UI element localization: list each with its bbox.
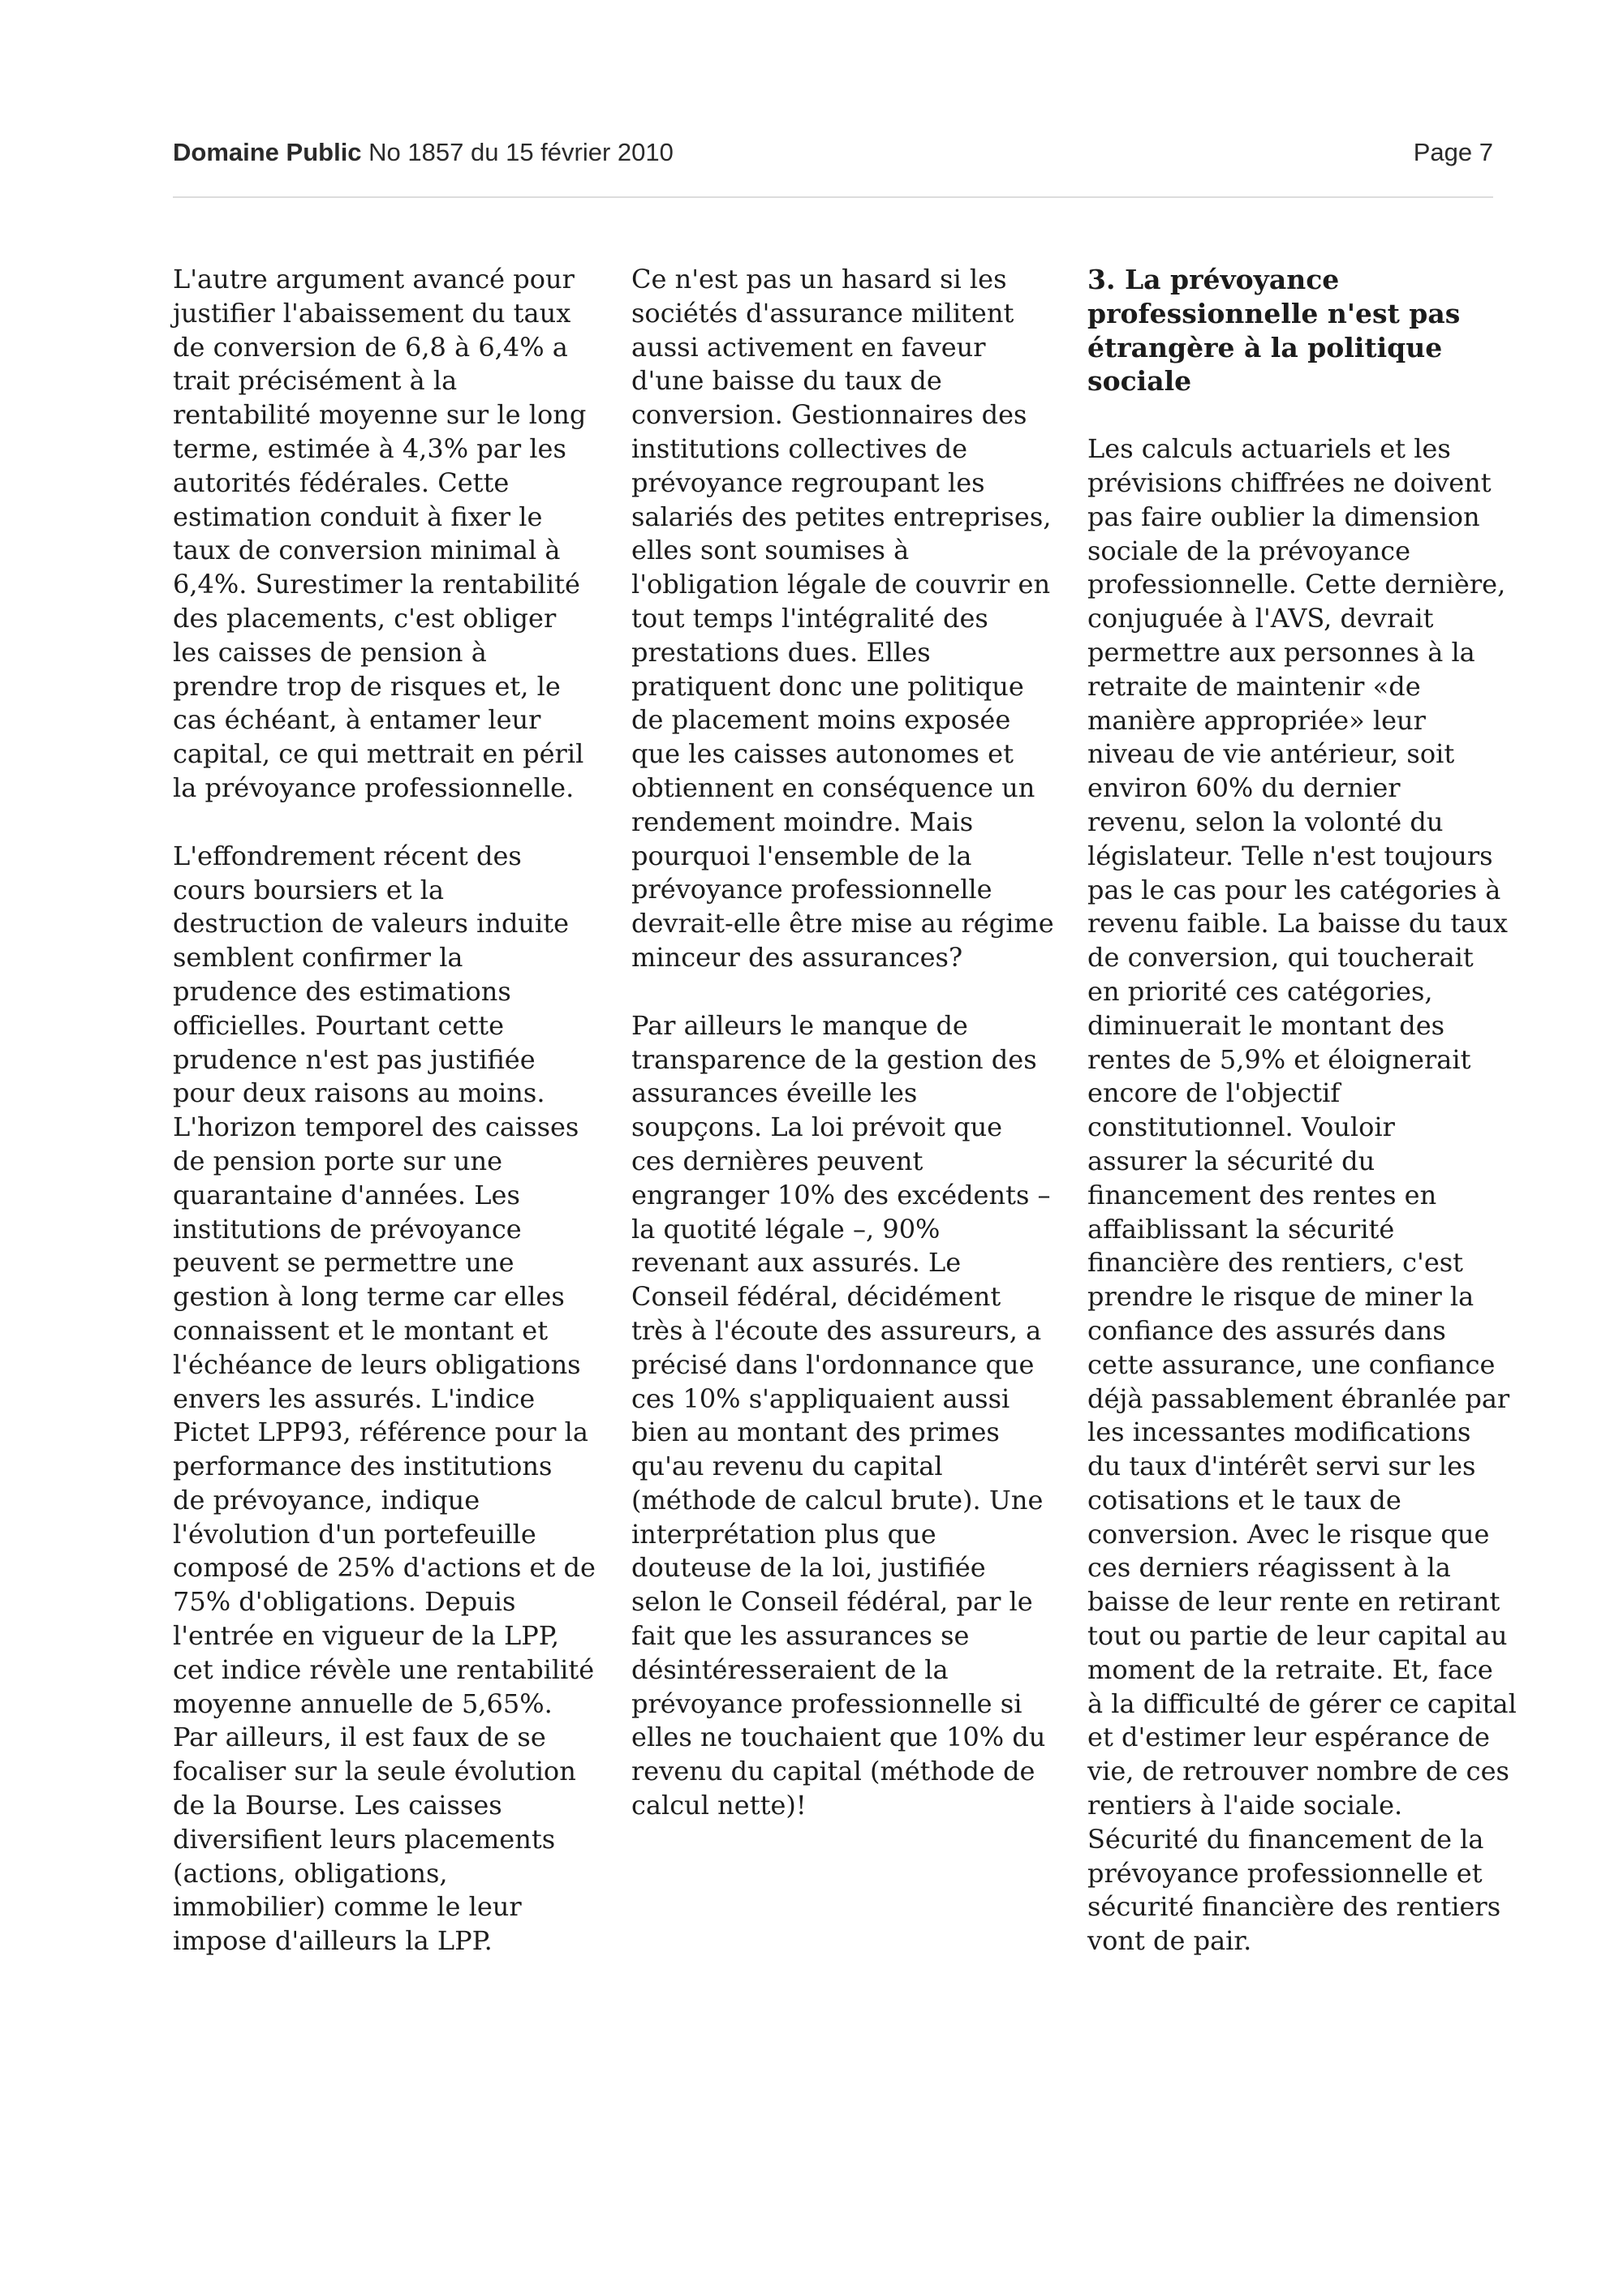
text-line: l'évolution d'un portefeuille bbox=[173, 1518, 536, 1550]
text-line: sociétés d'assurance militent bbox=[631, 297, 1014, 329]
text-line: Par ailleurs, il est faux de se bbox=[173, 1722, 546, 1753]
text-line: trait précisément à la bbox=[173, 365, 458, 397]
text-line: composé de 25% d'actions et de bbox=[173, 1552, 596, 1584]
text-line: autorités fédérales. Cette bbox=[173, 467, 510, 498]
text-line: vie, de retrouver nombre de ces bbox=[1087, 1756, 1509, 1787]
text-line: cet indice révèle une rentabilité bbox=[173, 1653, 595, 1685]
text-line: conversion. Avec le risque que bbox=[1087, 1518, 1490, 1550]
text-line: assurer la sécurité du bbox=[1087, 1145, 1375, 1176]
text-line: prévoyance regroupant les bbox=[631, 467, 985, 498]
text-line: pourquoi l'ensemble de la bbox=[631, 840, 972, 871]
text-line: de la Bourse. Les caisses bbox=[173, 1790, 502, 1821]
text-line: ces 10% s'appliquaient aussi bbox=[631, 1382, 1010, 1414]
paragraph bbox=[631, 263, 1053, 975]
text-line: niveau de vie antérieur, soit bbox=[1087, 738, 1455, 770]
text-line: Les calculs actuariels et les bbox=[1087, 433, 1451, 465]
text-line: minceur des assurances? bbox=[631, 941, 963, 973]
text-line: conversion. Gestionnaires des bbox=[631, 399, 1027, 431]
text-line: prévoyance professionnelle bbox=[631, 874, 992, 905]
text-line: qu'au revenu du capital bbox=[631, 1451, 943, 1482]
header-divider bbox=[173, 196, 1493, 198]
text-line: soupçons. La loi prévoit que bbox=[631, 1111, 1003, 1143]
text-line: bien au montant des primes bbox=[631, 1417, 1000, 1448]
issue-info: No 1857 du 15 février 2010 bbox=[368, 138, 674, 166]
text-line: institutions collectives de bbox=[631, 432, 968, 464]
text-line: revenu du capital (méthode de bbox=[631, 1756, 1035, 1787]
text-line: elles ne touchaient que 10% du bbox=[631, 1722, 1046, 1753]
page-header bbox=[173, 135, 1493, 170]
text-line: retraite de maintenir «de bbox=[1087, 670, 1421, 702]
heading-line: étrangère à la politique bbox=[1087, 331, 1443, 363]
text-line: précisé dans l'ordonnance que bbox=[631, 1348, 1035, 1380]
text-line: fait que les assurances se bbox=[631, 1620, 970, 1652]
text-line: Sécurité du financement de la bbox=[1087, 1823, 1484, 1855]
text-line: à la difficulté de gérer ce capital bbox=[1087, 1688, 1517, 1719]
text-line: manière appropriée» leur bbox=[1087, 704, 1426, 736]
text-line: financement des rentes en bbox=[1087, 1179, 1437, 1210]
text-line: professionnelle. Cette dernière, bbox=[1087, 569, 1506, 600]
text-line: rentes de 5,9% et éloignerait bbox=[1087, 1043, 1471, 1075]
text-line: destruction de valeurs induite bbox=[173, 908, 570, 939]
text-line: 6,4%. Surestimer la rentabilité bbox=[173, 569, 580, 600]
text-line: transparence de la gestion des bbox=[631, 1043, 1037, 1075]
text-line: quarantaine d'années. Les bbox=[173, 1179, 520, 1210]
text-line: de prévoyance, indique bbox=[173, 1484, 480, 1516]
text-line: que les caisses autonomes et bbox=[631, 738, 1014, 770]
text-line: cours boursiers et la bbox=[173, 874, 445, 905]
text-line: salariés des petites entreprises, bbox=[631, 501, 1052, 532]
text-line: cette assurance, une confiance bbox=[1087, 1348, 1496, 1380]
text-line: tout ou partie de leur capital au bbox=[1087, 1620, 1508, 1652]
text-line: permettre aux personnes à la bbox=[1087, 636, 1475, 668]
text-line: calcul nette)! bbox=[631, 1790, 807, 1821]
text-line: Ce n'est pas un hasard si les bbox=[631, 264, 1007, 295]
text-line: assurances éveille les bbox=[631, 1077, 918, 1109]
text-column-3 bbox=[1087, 263, 1517, 1993]
text-line: d'une baisse du taux de bbox=[631, 365, 942, 397]
text-line: institutions de prévoyance bbox=[173, 1213, 522, 1245]
text-line: (actions, obligations, bbox=[173, 1857, 448, 1889]
text-line: justifier l'abaissement du taux bbox=[173, 297, 571, 329]
text-line: moment de la retraite. Et, face bbox=[1087, 1653, 1493, 1685]
text-line: L'autre argument avancé pour bbox=[173, 264, 575, 295]
text-line: prendre trop de risques et, le bbox=[173, 670, 561, 702]
text-line: de placement moins exposée bbox=[631, 704, 1011, 736]
text-line: financière des rentiers, c'est bbox=[1087, 1247, 1464, 1279]
text-line: l'entrée en vigueur de la LPP, bbox=[173, 1620, 559, 1652]
text-line: performance des institutions bbox=[173, 1451, 553, 1482]
text-line: diversifient leurs placements bbox=[173, 1823, 556, 1855]
text-line: L'effondrement récent des bbox=[173, 840, 522, 871]
text-line: taux de conversion minimal à bbox=[173, 535, 561, 566]
heading-line: professionnelle n'est pas bbox=[1087, 297, 1461, 329]
text-line: des placements, c'est obliger bbox=[173, 602, 557, 634]
text-line: sociale de la prévoyance bbox=[1087, 535, 1411, 566]
text-line: gestion à long terme car elles bbox=[173, 1281, 565, 1313]
text-line: vont de pair. bbox=[1087, 1925, 1252, 1957]
text-line: la quotité légale –, 90% bbox=[631, 1213, 941, 1245]
text-line: sécurité financière des rentiers bbox=[1087, 1891, 1501, 1923]
text-line: pas le cas pour les catégories à bbox=[1087, 874, 1501, 905]
text-line: impose d'ailleurs la LPP. bbox=[173, 1925, 493, 1957]
text-column-1 bbox=[173, 263, 595, 1993]
section-heading bbox=[1087, 263, 1509, 398]
text-line: environ 60% du dernier bbox=[1087, 772, 1401, 804]
text-line: ces derniers réagissent à la bbox=[1087, 1552, 1451, 1584]
text-line: du taux d'intérêt servi sur les bbox=[1087, 1451, 1476, 1482]
text-line: cas échéant, à entamer leur bbox=[173, 704, 541, 736]
text-line: officielles. Pourtant cette bbox=[173, 1009, 504, 1041]
paragraph bbox=[173, 840, 595, 1958]
text-line: capital, ce qui mettrait en péril bbox=[173, 738, 584, 770]
text-line: et d'estimer leur espérance de bbox=[1087, 1722, 1490, 1753]
text-line: constitutionnel. Vouloir bbox=[1087, 1111, 1395, 1143]
text-line: terme, estimée à 4,3% par les bbox=[173, 432, 566, 464]
text-line: focaliser sur la seule évolution bbox=[173, 1756, 576, 1787]
text-line: confiance des assurés dans bbox=[1087, 1314, 1446, 1346]
text-line: désintéresseraient de la bbox=[631, 1653, 949, 1685]
text-line: douteuse de la loi, justifiée bbox=[631, 1552, 986, 1584]
text-line: prévoyance professionnelle si bbox=[631, 1688, 1022, 1719]
text-line: les incessantes modifications bbox=[1087, 1417, 1471, 1448]
text-line: baisse de leur rente en retirant bbox=[1087, 1586, 1500, 1618]
text-line: prendre le risque de miner la bbox=[1087, 1281, 1474, 1313]
text-line: l'échéance de leurs obligations bbox=[173, 1348, 581, 1380]
text-line: pratiquent donc une politique bbox=[631, 670, 1024, 702]
text-line: rentiers à l'aide sociale. bbox=[1087, 1790, 1403, 1821]
text-line: engranger 10% des excédents – bbox=[631, 1179, 1051, 1210]
text-line: pas faire oublier la dimension bbox=[1087, 501, 1480, 532]
text-line: cotisations et le taux de bbox=[1087, 1484, 1401, 1516]
text-line: prudence des estimations bbox=[173, 975, 511, 1007]
text-line: en priorité ces catégories, bbox=[1087, 975, 1433, 1007]
text-line: l'obligation légale de couvrir en bbox=[631, 569, 1051, 600]
text-line: envers les assurés. L'indice bbox=[173, 1382, 536, 1414]
text-line: conjuguée à l'AVS, devrait bbox=[1087, 603, 1434, 634]
text-line: connaissent et le montant et bbox=[173, 1314, 549, 1346]
text-line: semblent confirmer la bbox=[173, 942, 463, 974]
text-line: rendement moindre. Mais bbox=[631, 806, 974, 837]
text-line: de pension porte sur une bbox=[173, 1145, 502, 1176]
text-line: prévisions chiffrées ne doivent bbox=[1087, 467, 1492, 498]
page-number: Page 7 bbox=[1413, 138, 1493, 166]
text-line: immobilier) comme le leur bbox=[173, 1891, 522, 1923]
text-line: prestations dues. Elles bbox=[631, 636, 931, 668]
text-line: diminuerait le montant des bbox=[1087, 1009, 1445, 1041]
text-line: pour deux raisons au moins. bbox=[173, 1077, 545, 1109]
text-line: elles sont soumises à bbox=[631, 535, 910, 566]
text-line: rentabilité moyenne sur le long bbox=[173, 399, 587, 431]
text-line: Par ailleurs le manque de bbox=[631, 1009, 968, 1041]
text-line: législateur. Telle n'est toujours bbox=[1087, 840, 1493, 871]
heading-line: sociale bbox=[1087, 365, 1192, 398]
text-line: aussi activement en faveur bbox=[631, 331, 986, 363]
text-line: de conversion de 6,8 à 6,4% a bbox=[173, 331, 568, 363]
text-line: ces dernières peuvent bbox=[631, 1145, 923, 1176]
publication-name: Domaine Public bbox=[173, 138, 362, 166]
text-line: affaiblissant la sécurité bbox=[1087, 1213, 1395, 1245]
text-line: moyenne annuelle de 5,65%. bbox=[173, 1688, 553, 1719]
text-line: encore de l'objectif bbox=[1087, 1077, 1341, 1109]
text-column-2 bbox=[631, 263, 1053, 1857]
text-line: estimation conduit à fixer le bbox=[173, 501, 543, 532]
text-line: obtiennent en conséquence un bbox=[631, 772, 1035, 803]
text-line: Conseil fédéral, décidément bbox=[631, 1281, 1001, 1313]
text-line: revenant aux assurés. Le bbox=[631, 1247, 962, 1279]
text-line: prévoyance professionnelle et bbox=[1087, 1857, 1483, 1889]
text-line: de conversion, qui toucherait bbox=[1087, 942, 1474, 974]
text-line: 75% d'obligations. Depuis bbox=[173, 1586, 516, 1618]
text-line: déjà passablement ébranlée par bbox=[1087, 1382, 1510, 1414]
heading-line: 3. La prévoyance bbox=[1087, 264, 1340, 295]
text-line: devrait-elle être mise au régime bbox=[631, 908, 1054, 939]
text-line: Pictet LPP93, référence pour la bbox=[173, 1417, 588, 1448]
paragraph bbox=[173, 263, 595, 806]
text-line: revenu faible. La baisse du taux bbox=[1087, 908, 1508, 939]
paragraph bbox=[631, 1009, 1053, 1823]
text-line: très à l'écoute des assureurs, a bbox=[631, 1314, 1042, 1346]
text-line: revenu, selon la volonté du bbox=[1087, 806, 1444, 837]
text-line: la prévoyance professionnelle. bbox=[173, 772, 575, 803]
text-line: peuvent se permettre une bbox=[173, 1247, 514, 1279]
paragraph bbox=[1087, 432, 1517, 1958]
text-line: tout temps l'intégralité des bbox=[631, 602, 988, 634]
text-line: les caisses de pension à bbox=[173, 636, 487, 668]
text-line: L'horizon temporel des caisses bbox=[173, 1111, 579, 1143]
text-line: interprétation plus que bbox=[631, 1518, 936, 1550]
text-line: (méthode de calcul brute). Une bbox=[631, 1484, 1044, 1516]
text-line: selon le Conseil fédéral, par le bbox=[631, 1586, 1033, 1618]
text-line: prudence n'est pas justifiée bbox=[173, 1043, 536, 1075]
